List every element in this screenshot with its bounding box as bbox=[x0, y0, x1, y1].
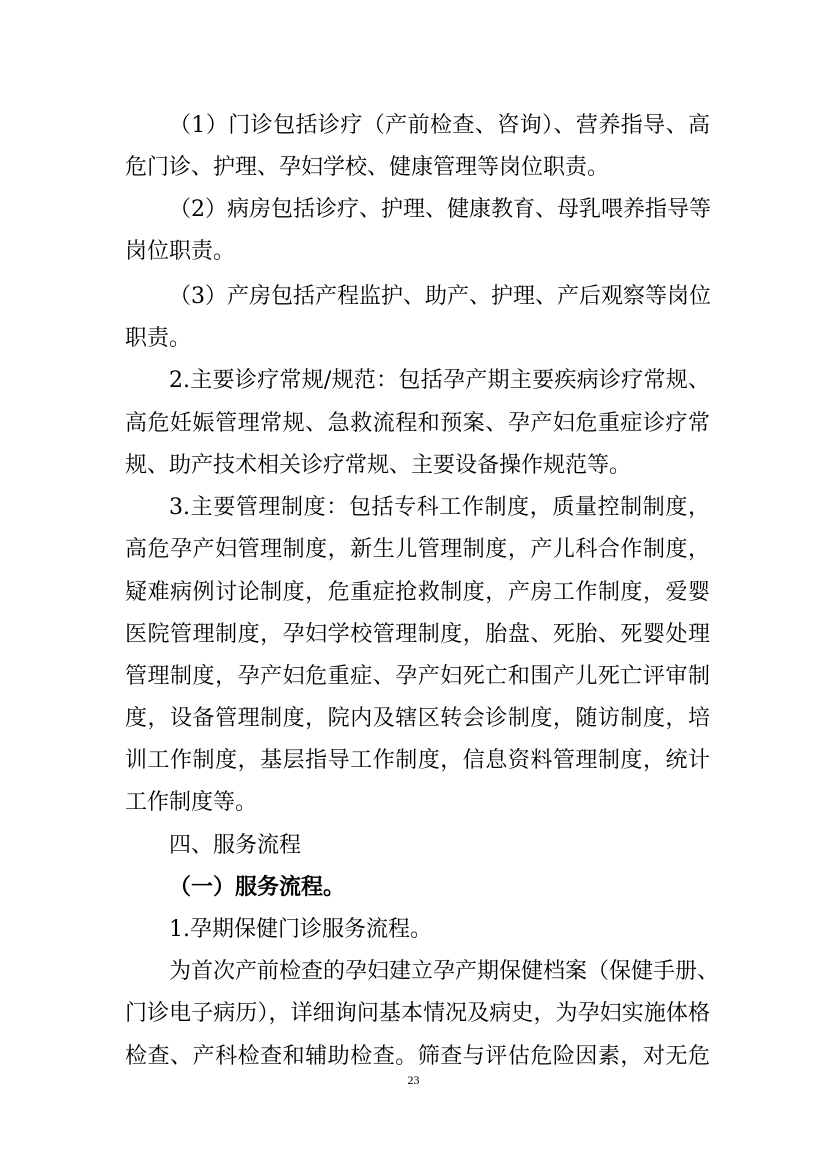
paragraph-line: （3）产房包括产程监护、助产、护理、产后观察等岗位 bbox=[169, 284, 711, 309]
paragraph-line: 3.主要管理制度：包括专科工作制度，质量控制制度， bbox=[169, 495, 710, 520]
paragraph-line: 岗位职责。 bbox=[125, 239, 236, 264]
paragraph-line: 为首次产前检查的孕妇建立孕产期保健档案（保健手册、 bbox=[169, 959, 720, 984]
paragraph-line: （2）病房包括诊疗、护理、健康教育、母乳喂养指导等 bbox=[169, 197, 711, 222]
paragraph-line: 检查、产科检查和辅助检查。筛查与评估危险因素，对无危 bbox=[125, 1044, 710, 1069]
page-number: 23 bbox=[407, 1073, 420, 1087]
paragraph-line: 度，设备管理制度，院内及辖区转会诊制度，随访制度，培 bbox=[125, 706, 710, 731]
paragraph-line: 规、助产技术相关诊疗常规、主要设备操作规范等。 bbox=[125, 453, 632, 478]
section-heading: 四、服务流程 bbox=[169, 833, 302, 858]
paragraph-line: 工作制度等。 bbox=[125, 790, 258, 815]
paragraph-line: 高危孕产妇管理制度，新生儿管理制度，产儿科合作制度， bbox=[125, 537, 710, 562]
paragraph-line: 医院管理制度，孕妇学校管理制度，胎盘、死胎、死婴处理 bbox=[125, 622, 710, 647]
paragraph-line: 管理制度，孕产妇危重症、孕产妇死亡和围产儿死亡评审制 bbox=[125, 664, 710, 689]
paragraph-line: 危门诊、护理、孕妇学校、健康管理等岗位职责。 bbox=[125, 155, 610, 180]
subsection-heading: （一）服务流程。 bbox=[169, 875, 346, 900]
item-heading: 1.孕期保健门诊服务流程。 bbox=[169, 917, 432, 942]
paragraph-line: 高危妊娠管理常规、急救流程和预案、孕产妇危重症诊疗常 bbox=[125, 411, 710, 436]
paragraph-line: 门诊电子病历），详细询问基本情况及病史，为孕妇实施体格 bbox=[125, 1001, 710, 1026]
paragraph-line: 疑难病例讨论制度，危重症抢救制度，产房工作制度，爱婴 bbox=[125, 580, 710, 605]
paragraph-line: 2.主要诊疗常规/规范：包括孕产期主要疾病诊疗常规、 bbox=[169, 368, 710, 393]
paragraph-line: 训工作制度，基层指导工作制度，信息资料管理制度，统计 bbox=[125, 748, 710, 773]
paragraph-line: 职责。 bbox=[125, 326, 192, 351]
paragraph-line: （1）门诊包括诊疗（产前检查、咨询）、营养指导、高 bbox=[169, 113, 710, 138]
